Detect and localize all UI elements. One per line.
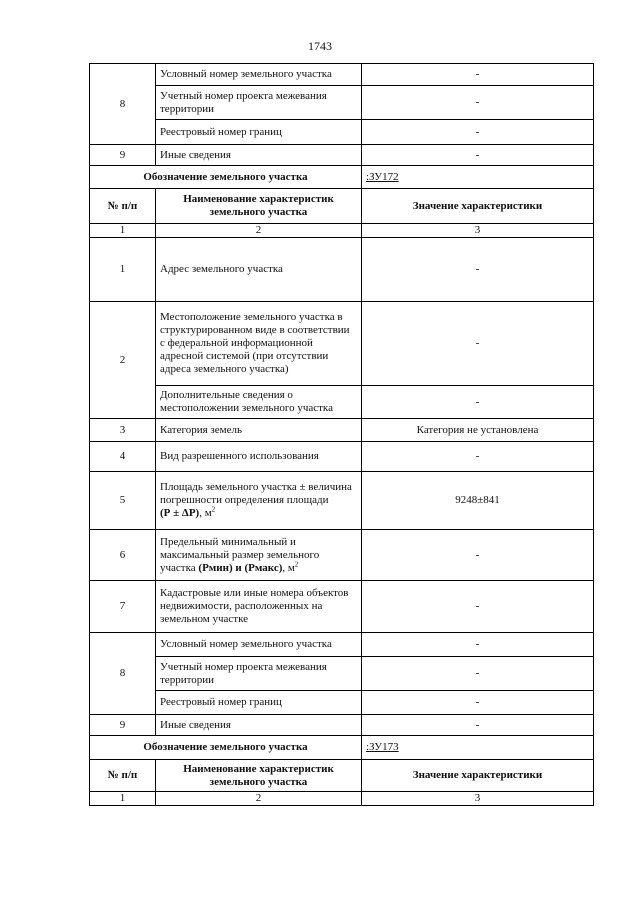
- characteristic-value: -: [362, 691, 594, 715]
- designation-row: [90, 166, 594, 189]
- characteristic-name: Условный номер земельного участка: [156, 64, 362, 86]
- index-cell: 3: [362, 792, 594, 806]
- header-number: № п/п: [90, 189, 156, 224]
- characteristic-value: -: [362, 86, 594, 120]
- characteristic-value: 9248±841: [362, 472, 594, 530]
- row-number: 9: [90, 145, 156, 166]
- index-cell: 1: [90, 224, 156, 238]
- characteristic-name: Учетный номер проекта межевания территории: [156, 86, 362, 120]
- table-row: [90, 691, 594, 715]
- characteristic-value: -: [362, 633, 594, 657]
- characteristic-value: -: [362, 715, 594, 736]
- characteristic-value: -: [362, 120, 594, 145]
- table-row: [90, 302, 594, 386]
- characteristic-name: [156, 472, 362, 530]
- row-number: 8: [90, 633, 156, 715]
- row-number: 5: [90, 472, 156, 530]
- designation-label: Обозначение земельного участка: [90, 166, 362, 189]
- characteristic-name: Категория земель: [156, 419, 362, 442]
- characteristic-name: Реестровый номер границ: [156, 120, 362, 145]
- header-row: [90, 189, 594, 224]
- header-number: № п/п: [90, 760, 156, 792]
- row-number: 7: [90, 581, 156, 633]
- land-plot-table: [89, 63, 594, 806]
- index-row: [90, 224, 594, 238]
- table-row: [90, 530, 594, 581]
- characteristic-value: -: [362, 238, 594, 302]
- size-label: Предельный минимальный и максимальный размер земельного участка: [160, 535, 320, 574]
- characteristic-value: Категория не установлена: [362, 419, 594, 442]
- size-unit-sup: 2: [294, 559, 299, 568]
- characteristic-name: Адрес земельного участка: [156, 238, 362, 302]
- characteristic-value: -: [362, 581, 594, 633]
- index-row: [90, 792, 594, 806]
- characteristic-value: -: [362, 64, 594, 86]
- designation-row: [90, 736, 594, 760]
- characteristic-name: Местоположение земельного участка в структурированном виде в соответствии с федеральной информационной адресной системой (при отсутствии адреса земельного участка): [156, 302, 362, 386]
- header-value: Значение характеристики: [362, 760, 594, 792]
- area-unit-sup: 2: [211, 505, 216, 514]
- row-number: 9: [90, 715, 156, 736]
- characteristic-name: Учетный номер проекта межевания территории: [156, 657, 362, 691]
- index-cell: 1: [90, 792, 156, 806]
- table-row: [90, 715, 594, 736]
- designation-code: :ЗУ173: [362, 736, 594, 760]
- characteristic-name: Кадастровые или иные номера объектов недвижимости, расположенных на земельном участке: [156, 581, 362, 633]
- characteristic-name: Реестровый номер границ: [156, 691, 362, 715]
- row-number: 3: [90, 419, 156, 442]
- row-number: 1: [90, 238, 156, 302]
- size-conj: и: [232, 561, 245, 574]
- index-cell: 2: [156, 792, 362, 806]
- header-name: Наименование характеристик земельного участка: [156, 760, 362, 792]
- table-row: [90, 86, 594, 120]
- characteristic-value: -: [362, 386, 594, 419]
- area-formula: (Р ± ΔР): [160, 507, 200, 519]
- size-min-formula: (Рмин): [198, 561, 233, 574]
- characteristic-name: Дополнительные сведения о местоположении земельного участка: [156, 386, 362, 419]
- table-row: [90, 145, 594, 166]
- area-label: Площадь земельного участка ± величина погрешности определения площади: [160, 481, 352, 506]
- characteristic-value: -: [362, 302, 594, 386]
- area-unit: , м: [199, 507, 212, 519]
- table-row: [90, 386, 594, 419]
- characteristic-value: -: [362, 657, 594, 691]
- table-row: [90, 657, 594, 691]
- table-row: [90, 238, 594, 302]
- designation-code: :ЗУ172: [362, 166, 594, 189]
- row-number: 2: [90, 302, 156, 419]
- characteristic-name: [156, 530, 362, 581]
- characteristic-name: Иные сведения: [156, 145, 362, 166]
- characteristic-name: Условный номер земельного участка: [156, 633, 362, 657]
- table-row: [90, 64, 594, 86]
- size-max-formula: (Рмакс): [244, 561, 283, 574]
- characteristic-name: Иные сведения: [156, 715, 362, 736]
- table-row: [90, 633, 594, 657]
- page-number: 1743: [308, 39, 332, 53]
- header-name: Наименование характеристик земельного участка: [156, 189, 362, 224]
- size-unit: , м: [282, 561, 295, 574]
- characteristic-value: -: [362, 442, 594, 472]
- header-value: Значение характеристики: [362, 189, 594, 224]
- characteristic-value: -: [362, 530, 594, 581]
- table-row: [90, 442, 594, 472]
- designation-label: Обозначение земельного участка: [90, 736, 362, 760]
- header-row: [90, 760, 594, 792]
- table-row: [90, 120, 594, 145]
- table-row: [90, 472, 594, 530]
- index-cell: 2: [156, 224, 362, 238]
- table-row: [90, 419, 594, 442]
- row-number: 6: [90, 530, 156, 581]
- characteristic-name: Вид разрешенного использования: [156, 442, 362, 472]
- row-number: 4: [90, 442, 156, 472]
- index-cell: 3: [362, 224, 594, 238]
- table-row: [90, 581, 594, 633]
- characteristic-value: -: [362, 145, 594, 166]
- row-number: 8: [90, 64, 156, 145]
